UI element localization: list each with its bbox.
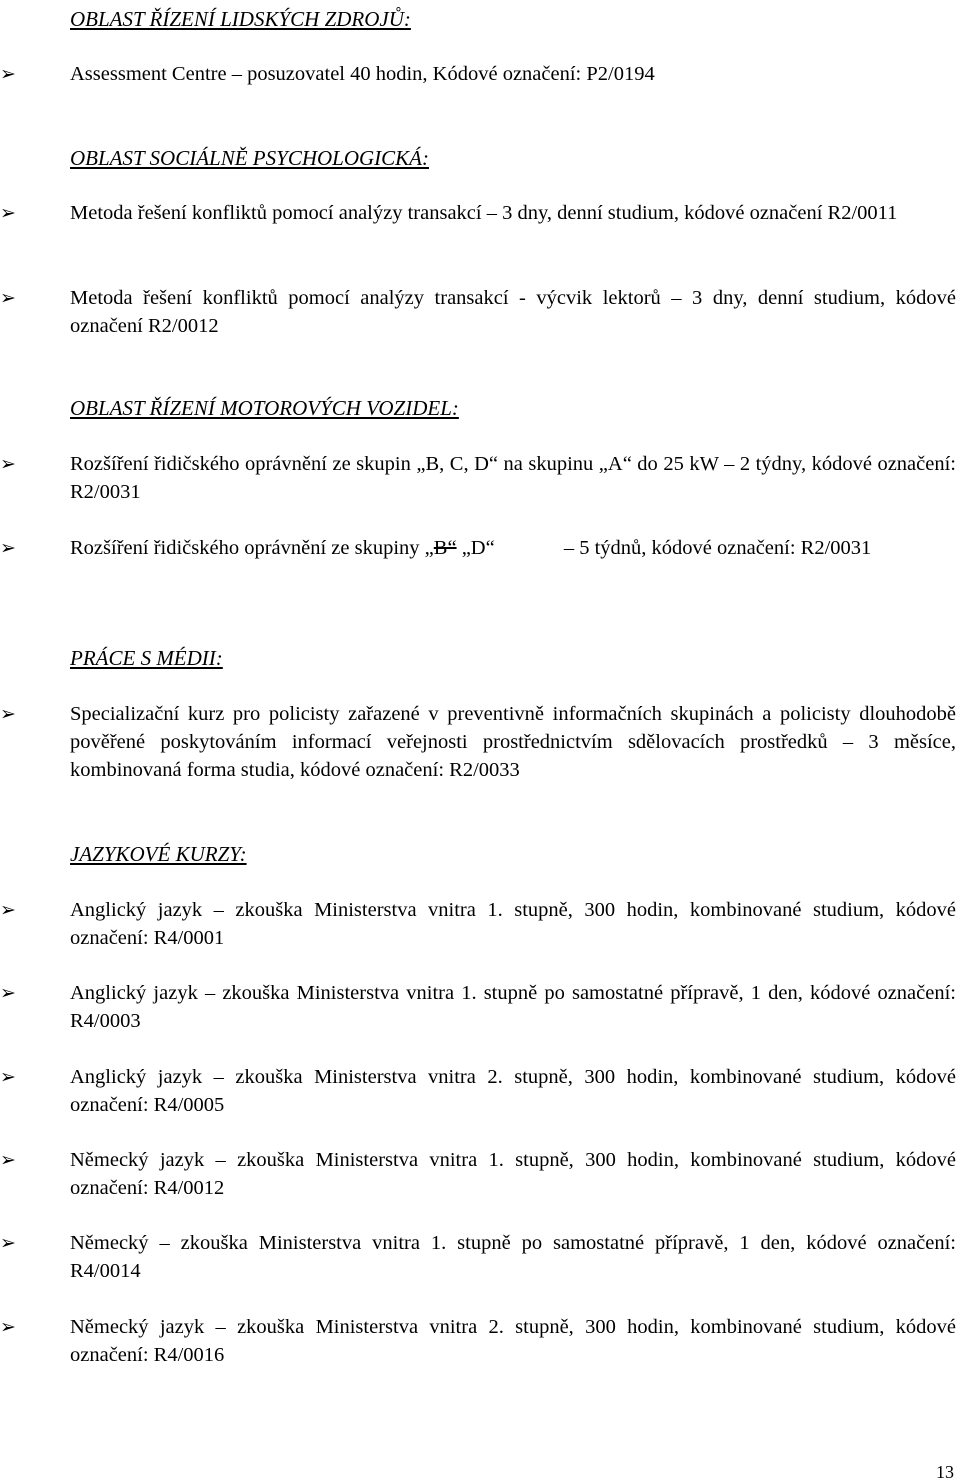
text-part: – 5 týdnů, kódové označení: R2/0031 bbox=[563, 537, 872, 559]
section-heading-media: PRÁCE S MÉDII: bbox=[70, 646, 223, 670]
arrowhead-bullet-icon: ➢ bbox=[0, 703, 16, 725]
arrowhead-bullet-icon: ➢ bbox=[0, 899, 16, 921]
arrowhead-bullet-icon: ➢ bbox=[0, 287, 16, 309]
arrowhead-bullet-icon: ➢ bbox=[0, 202, 16, 224]
list-item-text: Specializační kurz pro policisty zařazené v preventivně informačních skupinách a policisty dlouhodobě pověřené poskytováním informací veřejnosti prostřednictvím sdělovacích prostředků – 3 měsíce, kombinovaná forma studia, kódové označení: R2/0033 bbox=[70, 703, 956, 781]
list-item-text: Rozšíření řidičského oprávnění ze skupin „B, C, D“ na skupinu „A“ do 25 kW – 2 týdny, kódové označení: R2/0031 bbox=[70, 453, 956, 503]
arrowhead-bullet-icon: ➢ bbox=[0, 982, 16, 1004]
struck-text: B“ bbox=[433, 537, 457, 559]
arrowhead-bullet-icon: ➢ bbox=[0, 1316, 16, 1338]
list-item-text: Německý jazyk – zkouška Ministerstva vnitra 1. stupně, 300 hodin, kombinované studium, kódové označení: R4/0012 bbox=[70, 1149, 956, 1199]
arrowhead-bullet-icon: ➢ bbox=[0, 1232, 16, 1254]
text-part: „D“ bbox=[456, 537, 495, 559]
list-item-text bbox=[70, 534, 954, 562]
list-item-text: Assessment Centre – posuzovatel 40 hodin, Kódové označení: P2/0194 bbox=[70, 63, 655, 85]
list-item-text: Německý – zkouška Ministerstva vnitra 1. stupně po samostatné přípravě, 1 den, kódové označení: R4/0014 bbox=[70, 1232, 956, 1282]
section-heading-vehicles: OBLAST ŘÍZENÍ MOTOROVÝCH VOZIDEL: bbox=[70, 396, 459, 420]
list-item-text: Anglický jazyk – zkouška Ministerstva vnitra 1. stupně, 300 hodin, kombinované studium, kódové označení: R4/0001 bbox=[70, 899, 956, 949]
list-item-text: Německý jazyk – zkouška Ministerstva vnitra 2. stupně, 300 hodin, kombinované studium, kódové označení: R4/0016 bbox=[70, 1316, 956, 1366]
list-item-text: Anglický jazyk – zkouška Ministerstva vnitra 1. stupně po samostatné přípravě, 1 den, kódové označení: R4/0003 bbox=[70, 982, 956, 1032]
section-heading-languages: JAZYKOVÉ KURZY: bbox=[70, 842, 247, 866]
section-heading-social: OBLAST SOCIÁLNĚ PSYCHOLOGICKÁ: bbox=[70, 146, 429, 170]
arrowhead-bullet-icon: ➢ bbox=[0, 1149, 16, 1171]
list-item-text: Anglický jazyk – zkouška Ministerstva vnitra 2. stupně, 300 hodin, kombinované studium, kódové označení: R4/0005 bbox=[70, 1066, 956, 1116]
section-heading-hr: OBLAST ŘÍZENÍ LIDSKÝCH ZDROJŮ: bbox=[70, 7, 411, 31]
list-item-text: Metoda řešení konfliktů pomocí analýzy transakcí - výcvik lektorů – 3 dny, denní studium, kódové označení R2/0012 bbox=[70, 287, 956, 337]
arrowhead-bullet-icon: ➢ bbox=[0, 537, 16, 559]
arrowhead-bullet-icon: ➢ bbox=[0, 453, 16, 475]
list-item-text: Metoda řešení konfliktů pomocí analýzy transakcí – 3 dny, denní studium, kódové označení R2/0011 bbox=[70, 202, 898, 224]
arrowhead-bullet-icon: ➢ bbox=[0, 63, 16, 85]
arrowhead-bullet-icon: ➢ bbox=[0, 1066, 16, 1088]
text-part: Rozšíření řidičského oprávnění ze skupiny „ bbox=[70, 537, 434, 559]
page-number: 13 bbox=[936, 1462, 954, 1482]
